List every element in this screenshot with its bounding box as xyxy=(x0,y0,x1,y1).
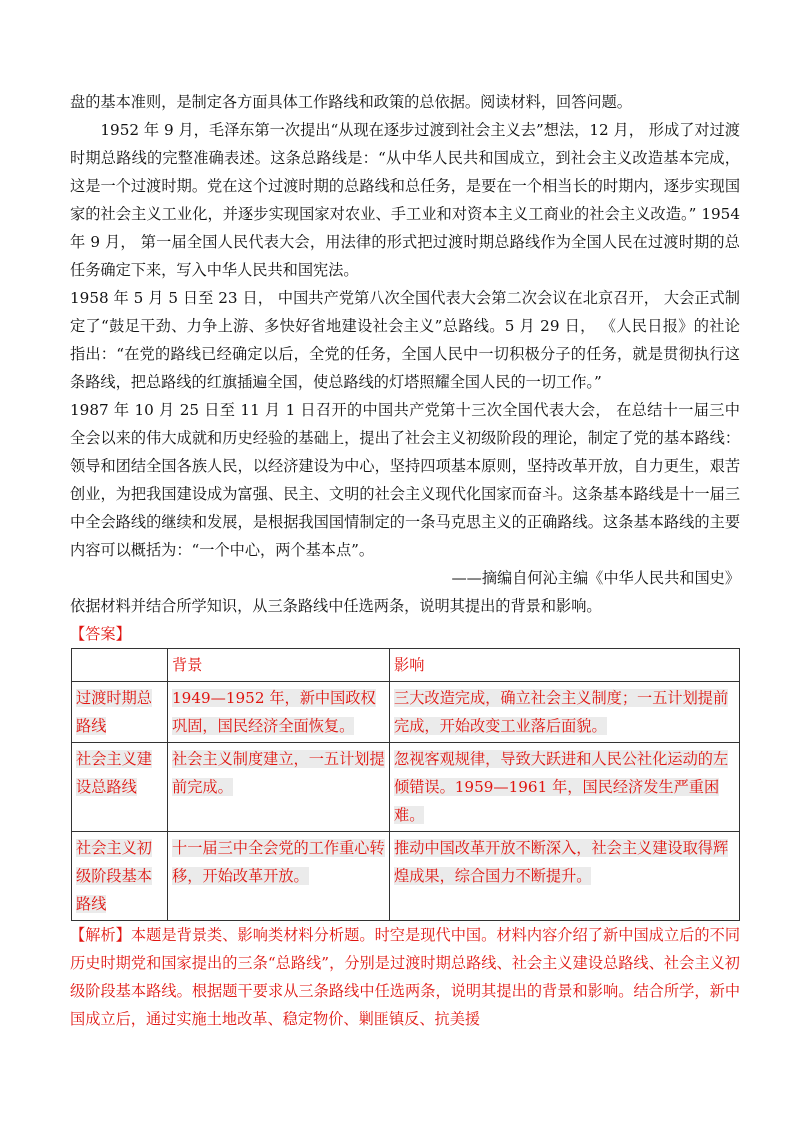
question-text: 依据材料并结合所学知识，从三条路线中任选两条，说明其提出的背景和影响。 xyxy=(70,597,602,615)
document-page xyxy=(70,88,740,1033)
background-cell: 1949—1952 年，新中国政权巩固，国民经济全面恢复。 xyxy=(168,682,390,743)
table-row xyxy=(72,743,740,832)
background-cell: 社会主义制度建立，一五计划提前完成。 xyxy=(168,743,390,832)
route-name-cell: 社会主义初级阶段基本路线 xyxy=(72,832,168,921)
impact-cell: 忽视客观规律，导致大跃进和人民公社化运动的左倾错误。1959—1961 年，国民经济发生严重困难。 xyxy=(390,743,740,832)
impact-cell: 推动中国改革开放不断深入，社会主义建设取得辉煌成果，综合国力不断提升。 xyxy=(390,832,740,921)
table-row xyxy=(72,682,740,743)
table-row xyxy=(72,832,740,921)
table-header-cell: 影响 xyxy=(390,649,740,682)
table-header-row xyxy=(72,649,740,682)
material-paragraph-2: 1958 年 5 月 5 日至 23 日， 中国共产党第八次全国代表大会第二次会议在北京召开， 大会正式制定了“鼓足干劲、力争上游、多快好省地建设社会主义”总路线。5 月 29 日， 《人民日报》的社论指出：“在党的路线已经确定以后，全党的任务，全国人民中一切积极分子的任务，就是贯彻执行这条路线，把总路线的红旗插遍全国，使总路线的灯塔照耀全国人民的一切工作。” xyxy=(70,289,740,391)
table-header-cell xyxy=(72,649,168,682)
source-citation: ——摘编自何沁主编《中华人民共和国史》 xyxy=(451,569,740,587)
route-name-cell: 社会主义建设总路线 xyxy=(72,743,168,832)
background-cell: 十一届三中全会党的工作重心转移，开始改革开放。 xyxy=(168,832,390,921)
answer-table xyxy=(71,648,740,921)
route-name-cell: 过渡时期总路线 xyxy=(72,682,168,743)
material-paragraph-1: 1952 年 9 月，毛泽东第一次提出“从现在逐步过渡到社会主义去”想法，12 月， 形成了对过渡时期总路线的完整准确表述。这条总路线是：“从中华人民共和国成立，到社会主义改造基本完成，这是一个过渡时期。党在这个过渡时期的总路线和总任务，是要在一个相当长的时期内，逐步实现国家的社会主义工业化，并逐步实现国家对农业、手工业和对资本主义工商业的社会主义改造。” 1954 年 9 月， 第一届全国人民代表大会，用法律的形式把过渡时期总路线作为全国人民在过渡时期的总任务确定下来，写入中华人民共和国宪法。 xyxy=(70,121,740,279)
answer-label: 【答案】 xyxy=(70,625,131,643)
analysis-paragraph: 【解析】本题是背景类、影响类材料分析题。时空是现代中国。材料内容介绍了新中国成立后的不同历史时期党和国家提出的三条“总路线”，分别是过渡时期总路线、社会主义建设总路线、社会主义初级阶段基本路线。根据题干要求从三条路线中任选两条，说明其提出的背景和影响。结合所学，新中国成立后，通过实施土地改革、稳定物价、剿匪镇反、抗美援 xyxy=(70,926,740,1028)
table-header-cell: 背景 xyxy=(168,649,390,682)
material-paragraph-3: 1987 年 10 月 25 日至 11 月 1 日召开的中国共产党第十三次全国代表大会， 在总结十一届三中全会以来的伟大成就和历史经验的基础上，提出了社会主义初级阶段的理论，制定了党的基本路线：领导和团结全国各族人民，以经济建设为中心，坚持四项基本原则，坚持改革开放，自力更生，艰苦创业，为把我国建设成为富强、民主、文明的社会主义现代化国家而奋斗。这条基本路线是十一届三中全会路线的继续和发展，是根据我国国情制定的一条马克思主义的正确路线。这条基本路线的主要内容可以概括为：“一个中心，两个基本点”。 xyxy=(70,401,740,559)
impact-cell: 三大改造完成，确立社会主义制度；一五计划提前完成，开始改变工业落后面貌。 xyxy=(390,682,740,743)
intro-line: 盘的基本准则，是制定各方面具体工作路线和政策的总依据。阅读材料，回答问题。 xyxy=(70,93,632,111)
